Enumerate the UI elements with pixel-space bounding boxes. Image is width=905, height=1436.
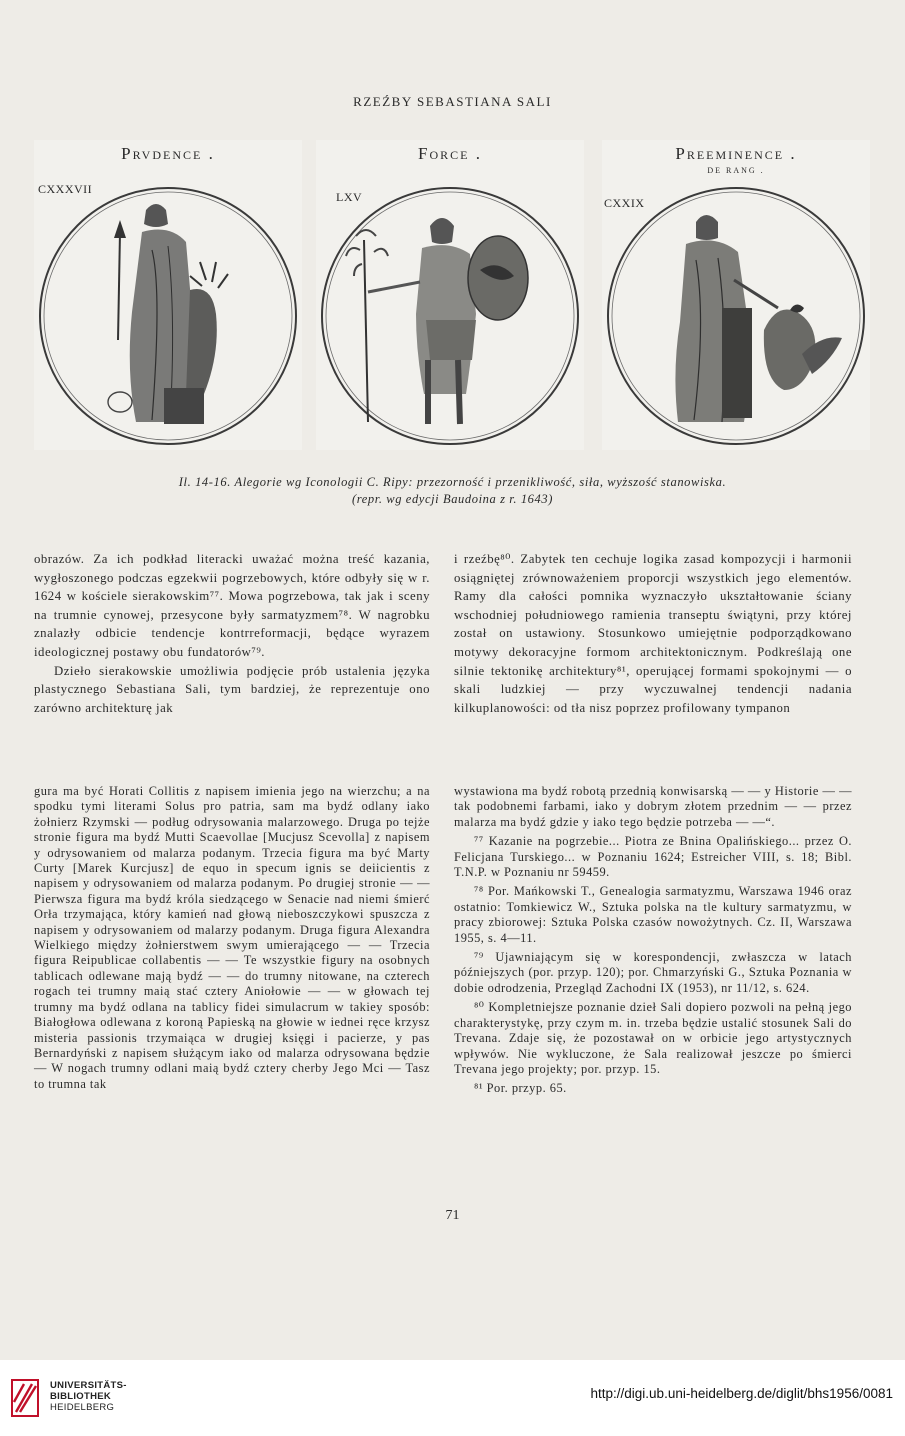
running-head: RZEŹBY SEBASTIANA SALI [353,94,552,109]
permalink-url[interactable]: http://digi.ub.uni-heidelberg.de/diglit/bhs1956/0081 [590,1386,893,1401]
footnote-80: ⁸⁰ Kompletniejsze poznanie dzieł Sali dopiero pozwoli na pełną jego charakterystykę, przy czym m. in. trzeba będzie ustalić stosunek Sali do Trevana. Zdaje się, że pozostawał on w orbicie jego artystycznych wpływów. Nie wykluczone, że Sala realizował jeszcze po śmierci Trevana jego projekty; por. przyp. 15. [454,1000,852,1076]
plate-preeminence [602,140,870,450]
library-name-line: HEIDELBERG [50,1402,115,1413]
plate-subtitle: DE RANG . [707,166,765,175]
prudence-engraving [34,140,302,450]
force-engraving [316,140,584,450]
library-name [50,1380,127,1413]
footnote-78: ⁷⁸ Por. Mańkowski T., Genealogia sarmatyzmu, Warszawa 1946 oraz ostatnio: Tomkiewicz W., Sztuka polska na tle kultury sarmatyzmu, w pracy zbiorowej: Sztuka Polska czasów nowożytnych. Cz. II, Warszawa 1955, s. 4—11. [454,884,852,945]
caption-line-1: Il. 14-16. Alegorie wg Iconologii C. Ripy: przezorność i przenikliwość, siła, wyższość stanowiska. [178,475,727,489]
footnote-79: ⁷⁹ Ujawniającym się w korespondencji, zwłaszcza w latach późniejszych (por. przyp. 120); por. Chmarzyński G., Sztuka Poznania w dobie odrodzenia, Przegląd Zachodni IX (1953), nr 11/12, s. 624. [454,950,852,995]
footnote-81: ⁸¹ Por. przyp. 65. [474,1081,567,1096]
library-name-line: UNIVERSITÄTS- [50,1380,127,1391]
plate-number: CXXIX [604,196,645,210]
plate-number: LXV [336,190,363,204]
figure-caption [40,474,865,508]
plate-title: Prvdence . [121,144,215,163]
quotation-left-column [34,784,430,1096]
page-number: 71 [445,1208,460,1223]
plate-prudence [34,140,302,450]
plate-title: Force . [418,144,482,163]
plate-title: Preeminence . [675,144,797,163]
footnote-77: ⁷⁷ Kazanie na pogrzebie... Piotra ze Bnina Opalińskiego... przez O. Felicjana Turskiego... w Poznaniu 1624; Estreicher VIII, s. 18; Bibl. T.N.P. w Poznaniu nr 59459. [454,834,852,880]
plate-force [316,140,584,450]
body-paragraph: Dzieło sierakowskie umożliwia podjęcie prób ustalenia języka plastycznego Sebastiana Sali, tym bardziej, że reprezentuje ono zarówno architekturę jak [34,663,430,715]
plate-number: CXXXVII [38,182,93,196]
library-footer [0,1360,905,1436]
body-right-column [454,550,852,717]
quotation-text: gura ma być Horati Collitis z napisem imienia jego na wierzchu; a na spodku tymi literami Solus pro patria, sam ma bydź odlany iako żołnierz Rzymski — podług odrysowania malarzowego. Druga po tejże stronie figura ma bydź Mutti Scaevollae [Mucjusz Scevolla] z napisem y odrysowaniem od malarza podanym. Trzecia figura ma być Marty Curty [Marek Kurcjusz] de equo in specum ignis se deiicientis z napisem y odrysowaniem od malarza podanym. Po drugiej stronie — — Pierwsza figura ma bydź króla siedzącego w Senacie nad niemi śmierć Orła trzymająca, który kamień nad głową nieboszczykowi spuszcza z napisem y odrysowaniem od malarzy podanym. Druga figura Alexandra Wielkiego między żołnierstwem swym umierającego — — Trzecia figura Reipublicae collabentis — — Te wszystkie figury na osobnych tablicach odlewane mają bydź — — do trumny nitowane, na czterech rogach tei trumny maią stać cztery Aniołowie — — w głowach tej trumny ma bydź odlana na tablicy fidei simulacrum w takiey sposób: Białogłowa odlewana z koroną Papieską na głowie w iednei ręce krzysz misteria passionis trzymaiąca w drugiej księgi i pacierze, y pas Bernardyński z napisem służącym iako od malarza odrysowana będzie — W nogach trumny odlani maią bydź cztery cherby Jego Mci — Tasz to trumna tak [34,784,430,1091]
library-seal-icon [10,1378,40,1418]
quotation-text: wystawiona ma bydź robotą przednią konwisarską — — y Historie — — tak podobnemi farbami, iako y dobrym złotem przednim — — przez malarza ma bydź gdzie y iako tego będzie potrzeba — —“. [454,784,852,829]
library-logo[interactable] [10,1378,210,1424]
preeminence-engraving [602,140,870,450]
library-name-line: BIBLIOTHEK [50,1391,112,1402]
body-left-column [34,550,430,717]
body-paragraph: i rzeźbę⁸⁰. Zabytek ten cechuje logika zasad kompozycji i harmonii osiągniętej zrównoważeniem proporcji wszystkich jego elementów. Ramy dla całości pomnika wyznaczyło ukształtowanie ściany wschodniej południowego ramienia transeptu świątyni, przy której został on ustawiony. Stosunkowo umiejętnie podporządkowano motywy dekoracyjne formom architektonicznym. Podkreślają one silnie tektonikę architektury⁸¹, operującej formami spokojnymi — o skali ludzkiej — przy wyczuwalnej tendencji nadania kilkuplanowości: od tła nisz poprzez profilowany tympanon [454,552,852,715]
body-paragraph: obrazów. Za ich podkład literacki uważać można treść kazania, wygłoszonego podczas egzekwii pogrzebowych, które odbyły się w r. 1624 w kościele sierakowskim⁷⁷. Mowa pogrzebowa, tak jak i sceny na trumnie cynowej, przesycone były sarmatyzmem⁷⁸. W nagrobku znalazły odbicie tendencje kontrreformacji, będące wyrazem ideologicznej postawy obu fundatorów⁷⁹. [34,552,430,659]
footnotes-column [454,784,852,1101]
caption-line-2: (repr. wg edycji Baudoina z r. 1643) [352,492,553,506]
